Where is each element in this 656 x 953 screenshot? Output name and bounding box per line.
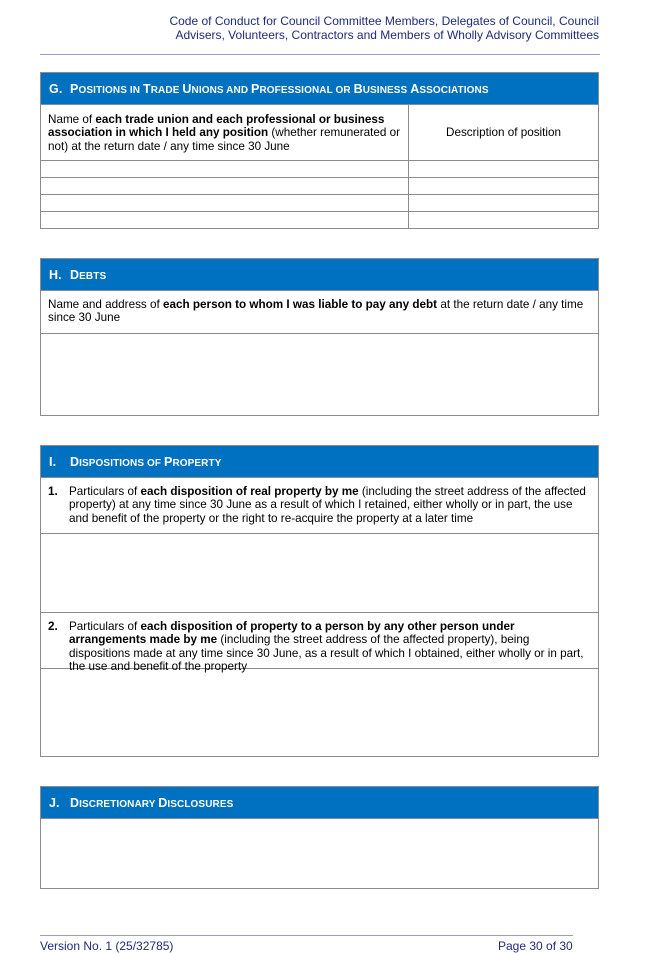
- disposition-item-2-answer-field[interactable]: [41, 668, 598, 756]
- section-i-dispositions: [40, 445, 599, 757]
- section-h-heading: [41, 259, 598, 290]
- section-g-heading: [41, 73, 598, 104]
- description-cell[interactable]: [409, 161, 598, 177]
- debts-answer-field[interactable]: [41, 333, 598, 415]
- section-i-heading: [41, 446, 598, 477]
- section-letter: G.: [49, 81, 63, 96]
- footer-divider: [40, 935, 573, 936]
- description-cell[interactable]: [409, 195, 598, 211]
- disposition-item-1-description: [41, 477, 598, 533]
- table-header-row: [41, 104, 598, 160]
- running-header: [39, 14, 599, 42]
- version-number: Version No. 1 (25/32785): [40, 939, 174, 953]
- item-text: Particulars of each disposition of real property by me (including the street address of the affected property) at any time since 30 June as a result of which I retained, either wholly or in part, the use and benefit of the property or the right to re-acquire the property at a later time: [69, 485, 586, 525]
- description-cell[interactable]: [409, 178, 598, 194]
- section-letter: J.: [49, 795, 60, 810]
- column-header-organisation: Name of each trade union and each professional or business association in which I held any position (whether remunerated or not) at the return date / any time since 30 June: [41, 105, 409, 160]
- description-cell[interactable]: [409, 212, 598, 228]
- table-row: [41, 211, 598, 228]
- table-row: [41, 177, 598, 194]
- organisation-cell[interactable]: [41, 195, 409, 211]
- section-letter: H.: [49, 267, 62, 282]
- organisation-cell[interactable]: [41, 178, 409, 194]
- disposition-item-2-description: [41, 612, 598, 674]
- table-row: [41, 160, 598, 177]
- debts-description: Name and address of each person to whom I was liable to pay any debt at the return date / any time since 30 June: [41, 290, 598, 333]
- disposition-item-1-answer-field[interactable]: [41, 533, 598, 612]
- section-title: DISCRETIONARY DISCLOSURES: [70, 795, 234, 810]
- section-title: POSITIONS IN TRADE UNIONS AND PROFESSIONAL OR BUSINESS ASSOCIATIONS: [70, 81, 489, 96]
- item-number: 2.: [48, 620, 58, 633]
- section-h-debts: [40, 258, 599, 416]
- organisation-cell[interactable]: [41, 161, 409, 177]
- item-text: Particulars of each disposition of property to a person by any other person under arrangements made by me (including the street address of the affected property), being dispositions made at any time since 30 June, as a result of which I obtained, either wholly or in part, the use and benefit of the property: [69, 620, 584, 674]
- section-j-discretionary: [40, 786, 599, 889]
- section-j-heading: [41, 787, 598, 818]
- discretionary-answer-field[interactable]: [41, 818, 598, 888]
- section-letter: I.: [49, 454, 57, 469]
- section-g-positions: [40, 72, 599, 229]
- organisation-cell[interactable]: [41, 212, 409, 228]
- section-title: DISPOSITIONS OF PROPERTY: [70, 454, 222, 469]
- section-title: DEBTS: [70, 267, 107, 282]
- page-number: Page 30 of 30: [498, 939, 573, 953]
- header-line-1: Code of Conduct for Council Committee Members, Delegates of Council, Council: [169, 14, 599, 28]
- header-divider: [40, 54, 600, 55]
- item-number: 1.: [48, 485, 58, 498]
- table-row: [41, 194, 598, 211]
- header-line-2: Advisers, Volunteers, Contractors and Members of Wholly Advisory Committees: [175, 28, 599, 42]
- column-header-description: Description of position: [446, 125, 561, 139]
